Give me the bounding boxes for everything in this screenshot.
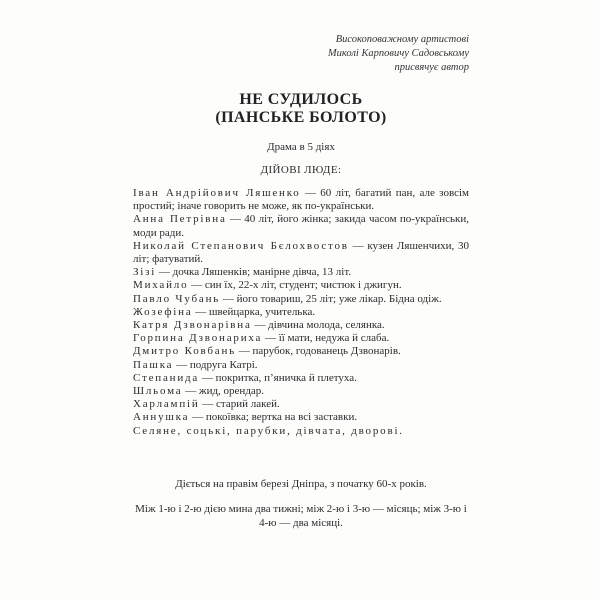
cast-entry [133, 332, 469, 345]
dedication-line: Високоповажному артистові [335, 34, 469, 45]
cast-entry-name: Катря Дзвонарівна [133, 319, 252, 332]
cast-entry-desc: — старий лакей. [202, 398, 280, 411]
cast-entry [133, 345, 469, 358]
cast-entry-name: Іван Андрійович Ляшенко [133, 187, 301, 199]
dedication-line: Миколі Карповичу Садовському [327, 48, 469, 59]
cast-entry-name: Дмитро Ковбань [133, 345, 236, 358]
cast-entry-name: Николай Степанович Бєлохвостов [133, 239, 349, 252]
cast-entry-name: Михайло [133, 279, 189, 292]
cast-list [133, 187, 469, 438]
cast-entry [133, 306, 469, 319]
cast-entry [133, 359, 469, 372]
cast-entry [133, 411, 469, 424]
cast-entry [133, 385, 469, 398]
cast-entry-name: Харлампій [133, 398, 200, 411]
cast-entry-name: Зізі [133, 266, 157, 279]
cast-entry-name: Павло Чубань [133, 292, 221, 305]
cast-entry-desc: — його товариш, 25 літ; уже лікар. Бідна одіж. [222, 292, 442, 305]
intermission-note: Між 1-ю і 2-ю дією мина два тижні; між 2-ю і 3-ю — місяць; між 3-ю і 4-ю — два місяці. [135, 502, 467, 530]
cast-entry-desc: — швейцарка, учителька. [195, 305, 316, 318]
cast-entry-desc: — дівчина молода, селянка. [254, 319, 385, 332]
cast-entry-desc: — її мати, недужа й слаба. [264, 332, 390, 345]
cast-entry-name: Степанида [133, 371, 200, 384]
dedication-line: присвячує автор [394, 62, 469, 73]
cast-entry-name: Селяне, соцькі, парубки, дівчата, дворові. [133, 424, 404, 437]
cast-entry-name: Горпина Дзвонариха [133, 332, 263, 345]
play-title-line-2: (ПАНСЬКЕ БОЛОТО) [215, 109, 387, 126]
cast-heading: ДІЙОВІ ЛЮДЕ: [260, 164, 342, 176]
cast-entry [133, 279, 469, 292]
cast-entry-desc: — 40 літ, його жінка; закида часом по-українськи, моди ради. [133, 213, 469, 239]
cast-entry [133, 372, 469, 385]
dedication [133, 33, 469, 75]
cast-entry-desc: — покритка, п’яничка й плетуха. [201, 371, 357, 384]
play-title-line-1: НЕ СУДИЛОСЬ [239, 91, 363, 108]
cast-entry-desc: — покоївка; вертка на всі заставки. [192, 411, 358, 424]
cast-entry-desc: — дочка Ляшенків; манірне дівча, 13 літ. [158, 266, 352, 279]
cast-entry [133, 319, 469, 332]
cast-entry-desc: — 60 літ, багатий пан, але зовсім простий; іначе говорить не може, як по-українськи. [133, 187, 469, 213]
play-title [133, 91, 469, 127]
cast-entry-name: Жозефіна [133, 305, 193, 318]
cast-entry [133, 213, 469, 239]
setting-note: Діється на правім березі Дніпра, з початку 60-х років. [175, 477, 427, 490]
cast-entry [133, 425, 469, 438]
cast-entry [133, 240, 469, 266]
cast-entry-name: Шльома [133, 385, 183, 398]
cast-entry-desc: — парубок, годованець Дзвонарів. [238, 345, 401, 358]
cast-entry-desc: — кузен Ляшенчихи, 30 літ; фатуватий. [133, 239, 470, 266]
play-subtitle: Драма в 5 діях [267, 141, 335, 153]
cast-entry-desc: — подруга Катрі. [176, 358, 258, 371]
cast-entry [133, 266, 469, 279]
cast-entry [133, 187, 469, 213]
cast-entry-name: Аннушка [133, 411, 190, 424]
cast-entry-desc: — син їх, 22-х літ, студент; чистюк і джигун. [191, 279, 402, 292]
cast-entry [133, 398, 469, 411]
cast-entry-name: Анна Петрівна [133, 213, 227, 226]
cast-entry-desc: — жид, орендар. [185, 385, 265, 398]
cast-entry [133, 293, 469, 306]
cast-entry-name: Пашка [133, 358, 174, 371]
